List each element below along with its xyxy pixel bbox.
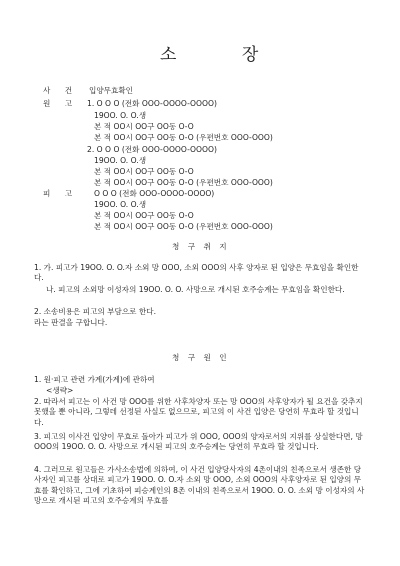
defendant-address: 본 적 OO시 OO구 OO동 O-O (우편번호 OOO-OOO) [94, 222, 273, 231]
plaintiff-2-address: 본 적 OO시 OO구 OO동 O-O (우편번호 OOO-OOO) [94, 178, 273, 187]
cause-item-3: 3. 피고의 이사건 입양이 무효로 돌아가 피고가 위 OOO, OOO의 양자로서의 지위를 상실한다면, 망 OOO의 19OO. O. O. 사망으로 개시된 피고의 호주승계는 당연히 무효라 할 것입니다. [34, 432, 363, 452]
cause-item-2: 2. 따라서 피고는 이 사건 망 OOO를 위한 사후차양자 또는 망 OOO의 사후양자가 될 요건을 갖추지 못했을 뿐 아니라, 그렇데 선정된 사실도 없으므로, 피고의 이 사건 입양은 당연히 무효라 할 것입니다. [34, 397, 363, 427]
defendant-birth: 19OO. O. O.생 [94, 200, 147, 209]
case-name: 입양무효확인 [89, 86, 134, 95]
defendant-label: 피 고 [43, 189, 79, 198]
purpose-closing: 라는 판결을 구합니다. [34, 318, 108, 327]
plaintiff-1-birth: 19OO. O. O.생 [94, 111, 147, 120]
plaintiff-2-birth: 19OO. O. O.생 [94, 156, 147, 165]
plaintiff-1-address: 본 적 OO시 OO구 OO동 O-O (우편번호 OOO-OOO) [94, 133, 273, 142]
document-title: 소 장 [160, 45, 289, 65]
cause-omitted: <생략> [46, 386, 74, 395]
defendant-name: O O O (전화 OOO-OOOO-OOOO) [94, 189, 215, 198]
defendant-honjeok: 본 적 OO시 OO구 OO동 O-O [94, 211, 194, 220]
plaintiff-1-name: 1. O O O (전화 OOO-OOOO-OOOO) [87, 99, 217, 108]
purpose-heading: 청 구 취 지 [172, 242, 230, 251]
cause-heading: 청 구 원 인 [172, 353, 230, 362]
purpose-item-2: 나. 피고의 소외망 이성자의 19OO. O. O. 사망으로 개시된 호주승계는 무효임을 확인한다. [46, 285, 345, 294]
case-label: 사 건 [43, 86, 79, 95]
plaintiff-1-honjeok: 본 적 OO시 OO구 OO동 O-O [94, 122, 194, 131]
plaintiff-label: 원 고 [43, 99, 79, 108]
purpose-item-3: 2. 소송비용은 피고의 부담으로 한다. [34, 307, 157, 316]
purpose-item-1: 1. 가. 피고가 19OO. O. O.자 소외 망 OOO, 소외 OOO의 사후 양자로 된 입양은 무효임을 확인한다. [34, 263, 359, 283]
plaintiff-2-name: 2. O O O (전화 OOO-OOOO-OOOO) [87, 145, 217, 154]
plaintiff-2-honjeok: 본 적 OO시 OO구 OO동 O-O [94, 167, 194, 176]
cause-item-4: 4. 그러므로 원고들은 가사소송법에 의하여, 이 사건 입양당사자의 4촌이내의 친족으로서 생존한 당사자인 피고를 상대로 피고가 19OO. O. O.자 소외 망 OOO, 소외 OOO의 사후양자로 된 입양의 무효를 확인하고, 그에 기초하여 피승계인의 8촌 이내의 친족으로서 19OO. O. O. 소외 망 이성자의 사망으로 개시된 피고의 호주승계의 무효를 [34, 465, 365, 505]
cause-item-1: 1. 원·피고 관련 가계(가계)에 관하여 [34, 375, 155, 384]
